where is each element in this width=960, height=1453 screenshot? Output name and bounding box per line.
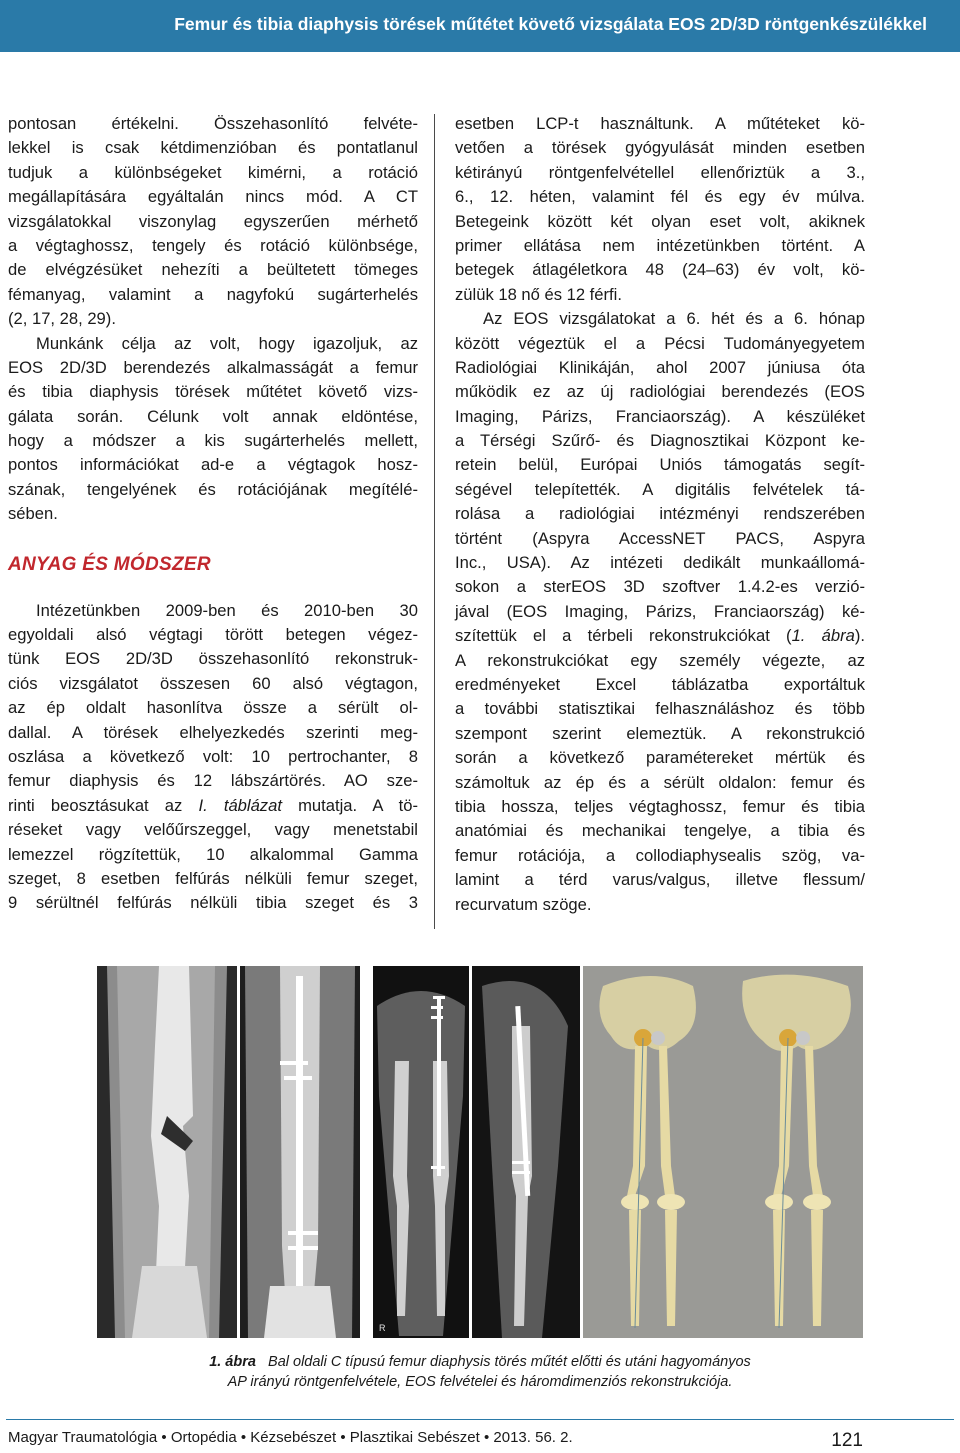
text-line: pontos információkat ad-e a végtagok hosz-	[8, 455, 418, 475]
eos-frontal-graphic	[373, 966, 469, 1338]
text-line: Inc., USA). Az intézeti dedikált munkaállomá-	[455, 553, 865, 573]
table-reference: I. táblázat	[198, 795, 282, 815]
text-line: oszlása a következő volt: 10 pertrochanter, 8	[8, 746, 418, 766]
text-line: primer ellátása nem intézetünkben történt. A	[455, 235, 865, 255]
text-line: EOS 2D/3D berendezés alkalmasságát a femur	[8, 357, 418, 377]
text-line: anatómiai és mechanikai tengelye, a tibia és	[455, 821, 865, 841]
right-paragraph-2	[455, 307, 865, 917]
text-line: ségével telepítették. A digitális felvételek tá-	[455, 479, 865, 499]
section-heading: ANYAG ÉS MÓDSZER	[8, 553, 211, 575]
journal-footer: Magyar Traumatológia • Ortopédia • Kézsebészet • Plasztikai Sebészet • 2013. 56. 2.	[8, 1429, 573, 1446]
text-line: Imaging, Párizs, Franciaország). A készüléket	[455, 406, 865, 426]
text-line: Betegeink között két olyan eset volt, akiknek	[455, 211, 865, 231]
text-line: Radiológiai Klinikáján, ahol 2007 júniusa óta	[455, 357, 865, 377]
text-line: vetően a törések gyógyulását minden esetben	[455, 138, 865, 158]
eos-marker: R	[379, 1323, 386, 1333]
text-line: (2, 17, 28, 29).	[8, 309, 116, 329]
right-column	[455, 112, 865, 917]
text-line: betegek átlagéletkora 48 (24–63) év volt, kö-	[455, 260, 865, 280]
text-line: de elvégzésüket nehezíti a beültetett tömeges	[8, 260, 418, 280]
text-line: lemezzel rögzítettük, 10 alkalommal Gamma	[8, 844, 418, 864]
text-line: a Térségi Szűrő- és Diagnosztikai Központ ke-	[455, 431, 865, 451]
text-line: tibia hossza, teljes végtaghossz, femur és tibia	[455, 796, 865, 816]
figure-caption	[0, 1352, 960, 1392]
text-line: A rekonstrukciókat egy személy végezte, az	[455, 650, 865, 670]
preop-xray-graphic	[97, 966, 237, 1338]
text-line: réseket vagy velőűrszeggel, vagy menetstabil	[8, 820, 418, 840]
text-line: esetben LCP-t használtunk. A műtéteket kö-	[455, 114, 865, 133]
text-line: vizsgálatokkal viszonylag egyszerűen mérhető	[8, 211, 418, 231]
text-line: történt (Aspyra AccessNET PACS, Aspyra	[455, 528, 865, 548]
text-line: Munkánk célja az volt, hogy igazoljuk, az	[36, 333, 418, 353]
running-title: Femur és tibia diaphysis törések műtétet követő vizsgálata EOS 2D/3D röntgenkészülékkel	[174, 14, 927, 34]
left-paragraph-1	[8, 112, 418, 332]
text-line: 6., 12. héten, valamint fél és egy év múlva.	[455, 187, 865, 207]
caption-label: 1. ábra	[209, 1354, 256, 1370]
text-line: hogy a módszer a kis sugárterhelés mellett,	[8, 431, 418, 451]
text-line: jával (EOS Imaging, Párizs, Franciaország) ké-	[455, 601, 865, 621]
text-line: a további statisztikai felhasználáshoz és több	[455, 699, 865, 719]
text-line: femur diaphysis és 12 lábszártörés. AO sze-	[8, 771, 418, 791]
text-line: Az EOS vizsgálatokat a 6. hét és a 6. hónap	[483, 309, 865, 329]
text-line: a végtaghossz, tengely és rotáció különbsége,	[8, 235, 418, 255]
text-line	[8, 794, 418, 818]
text-fragment: rinti beosztásukat az	[8, 795, 199, 815]
text-fragment: mutatja. A tö-	[281, 795, 418, 815]
caption-line-1	[0, 1352, 960, 1372]
eos-lateral-image	[472, 966, 580, 1338]
text-line: lekkel is csak kétdimenzióban és pontatlanul	[8, 138, 418, 158]
text-line: ciós vizsgálatot összesen 60 alsó végtagon,	[8, 673, 418, 693]
text-line: 9 sérültnél felfúrás nélküli tibia szeget és 3	[8, 893, 418, 913]
footer-rule	[6, 1419, 954, 1420]
text-line: retein belül, Európai Uniós támogatás segít-	[455, 455, 865, 475]
postop-xray-graphic	[240, 966, 360, 1338]
header-bar	[0, 0, 960, 52]
eos-frontal-image	[373, 966, 469, 1338]
text-line: fémanyag, valamint a nagyfokú sugárterhelés	[8, 284, 418, 304]
postop-xray-image	[240, 966, 360, 1338]
text-line: zülük 18 nő és 12 férfi.	[455, 284, 622, 304]
text-line: recurvatum szöge.	[455, 894, 592, 914]
text-line: tudjuk a különbségeket kimérni, a rotáció	[8, 162, 418, 182]
text-line: sében.	[8, 504, 58, 524]
text-line: tünk EOS 2D/3D összehasonlító rekonstruk-	[8, 649, 418, 669]
text-fragment: ).	[854, 626, 865, 646]
text-line: során a következő paramétereket mértük és	[455, 748, 865, 768]
text-line: szempont szerint elemeztük. A rekonstrukció	[455, 723, 865, 743]
text-line: femur rotációja, a collodiaphysealis szög, va-	[455, 845, 865, 865]
3d-reconstruction-image	[583, 966, 863, 1338]
text-line: szeget, 8 esetben felfúrás nélküli femur szeget,	[8, 868, 418, 888]
3d-reconstruction-graphic	[583, 966, 863, 1338]
eos-lateral-graphic	[472, 966, 580, 1338]
text-line: dallal. A törések elhelyezkedés szerinti meg-	[8, 722, 418, 742]
caption-text-1: Bal oldali C típusú femur diaphysis törés műtét előtti és utáni hagyományos	[268, 1354, 751, 1370]
text-line: gálata során. Célunk volt annak eldöntése,	[8, 406, 418, 426]
text-line: lamint a térd varus/valgus, illetve flessum/	[455, 870, 865, 890]
text-line: egyoldali alsó végtagi törött betegen végez-	[8, 625, 418, 645]
preop-xray-image	[97, 966, 237, 1338]
text-fragment: szítettük el a térbeli rekonstrukciókat (	[455, 626, 792, 646]
figure-reference: 1. ábra	[791, 626, 855, 646]
text-line: és tibia diaphysis törések műtétet követő vizs-	[8, 382, 418, 402]
column-divider	[434, 114, 435, 929]
left-paragraph-2	[8, 332, 418, 527]
text-line: sokon a sterEOS 3D szoftver 1.4.2-es verzió-	[455, 577, 865, 597]
right-paragraph-1	[455, 112, 865, 307]
text-line: pontosan értékelni. Összehasonlító felvéte-	[8, 114, 418, 133]
left-column	[8, 112, 418, 916]
text-line: Intézetünkben 2009-ben és 2010-ben 30	[36, 600, 418, 620]
caption-text-2: AP irányú röntgenfelvétele, EOS felvételei és háromdimenziós rekonstrukciója.	[227, 1374, 733, 1390]
figure-1	[0, 966, 960, 1338]
page-number: 121	[831, 1430, 863, 1451]
text-line: között végeztük el a Pécsi Tudományegyetem	[455, 333, 865, 353]
text-line: számoltuk az ép és a sérült oldalon: femur és	[455, 772, 865, 792]
text-line: működik ez az új radiológiai berendezés (EOS	[455, 382, 865, 402]
text-line: az ép oldalt hasonlítva össze a sérült ol-	[8, 698, 418, 718]
left-paragraph-3	[8, 599, 418, 916]
text-line: eredményeket Excel táblázatba exportáltuk	[455, 674, 865, 694]
text-line: megállapítására egyáltalán nincs mód. A CT	[8, 187, 418, 207]
text-line: szának, tengelyének és rotációjának megítélé-	[8, 479, 418, 499]
text-line: kétirányú röntgenfelvétellel ellenőriztük a 3.,	[455, 162, 865, 182]
text-line: rolása a radiológiai intézményi rendszerében	[455, 504, 865, 524]
text-line	[455, 624, 865, 648]
